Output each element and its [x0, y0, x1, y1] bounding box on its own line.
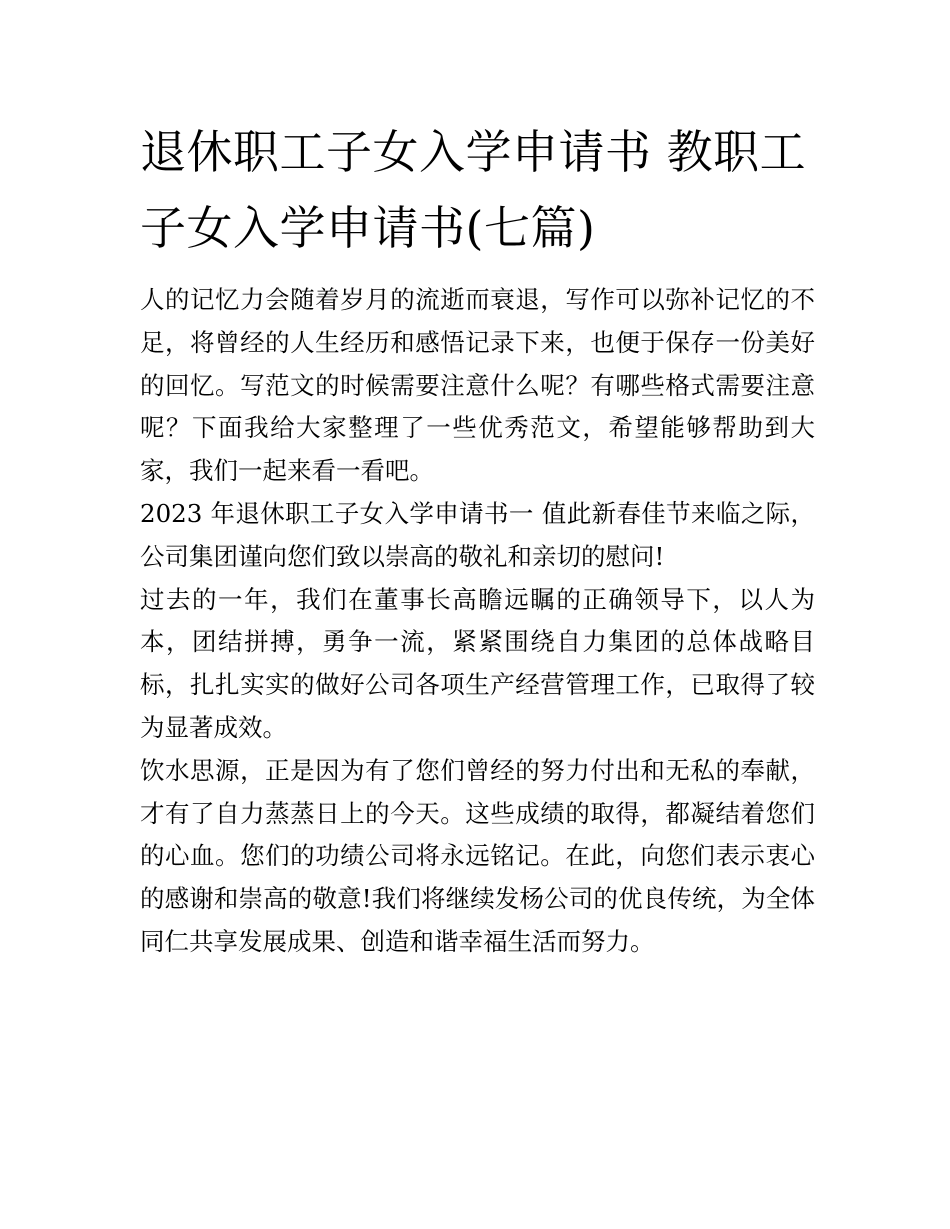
paragraph-letter-opening: 2023 年退休职工子女入学申请书一 值此新春佳节来临之际，公司集团谨向您们致以崇高的敬礼和亲切的慰问! [140, 498, 815, 571]
document-title: 退休职工子女入学申请书 教职工子女入学申请书(七篇) [140, 125, 807, 255]
document-body [140, 279, 815, 964]
paragraph-intro: 人的记忆力会随着岁月的流逝而衰退，写作可以弥补记忆的不足，将曾经的人生经历和感悟记录下来，也便于保存一份美好的回忆。写范文的时候需要注意什么呢？有哪些格式需要注意呢？下面我给大家整理了一些优秀范文，希望能够帮助到大家，我们一起来看一看吧。 [140, 285, 815, 486]
paragraph-past-year: 过去的一年，我们在董事长高瞻远瞩的正确领导下，以人为本，团结拼搏，勇争一流，紧紧围绕自力集团的总体战略目标，扎扎实实的做好公司各项生产经营管理工作，已取得了较为显著成效。 [140, 584, 815, 742]
paragraph-gratitude: 饮水思源，正是因为有了您们曾经的努力付出和无私的奉献，才有了自力蒸蒸日上的今天。这些成绩的取得，都凝结着您们的心血。您们的功绩公司将永远铭记。在此，向您们表示衷心的感谢和崇高的敬意!我们将继续发杨公司的优良传统，为全体同仁共享发展成果、创造和谐幸福生活而努力。 [140, 755, 815, 956]
